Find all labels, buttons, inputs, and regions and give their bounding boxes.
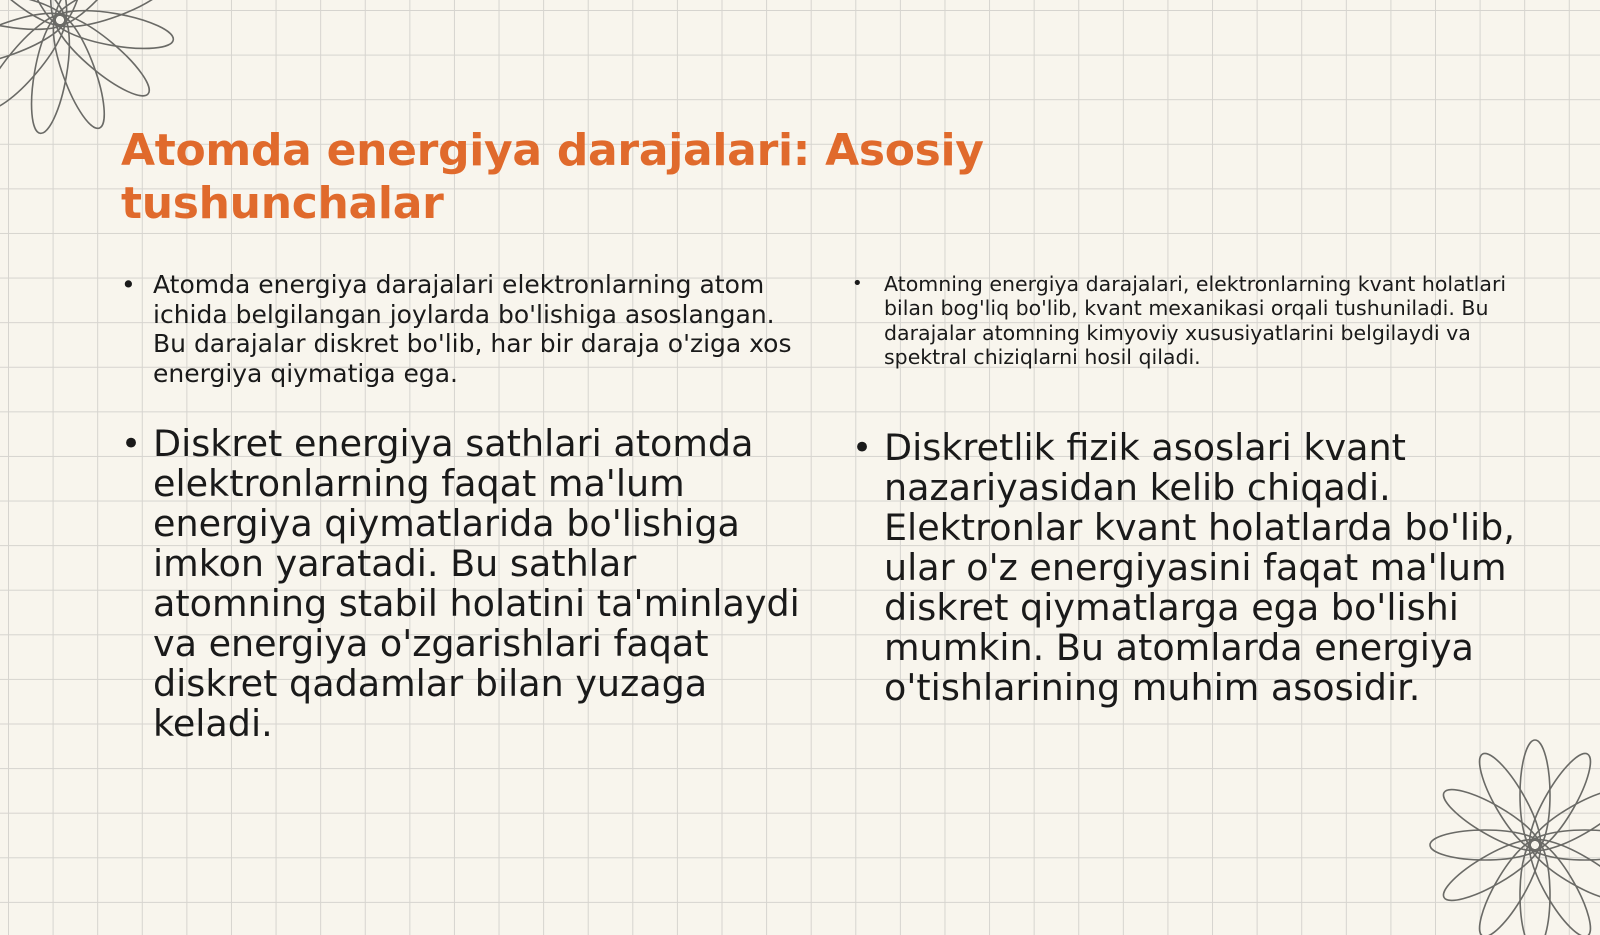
left-large-bullet <box>121 424 811 744</box>
bullet-point-icon: • <box>121 270 136 299</box>
right-bullet-list <box>852 272 1542 708</box>
right-small-bullet-text: Atomning energiya darajalari, elektronlarning kvant holatlari bilan bog'liq bo'lib, kvant mexanikasi orqali tushuniladi. Bu darajalar atomning kimyoviy xususiyatlarini belgilaydi va spektral chiziqlarni hosil qiladi. <box>884 272 1507 369</box>
left-small-bullet-text: Atomda energiya darajalari elektronlarning atom ichida belgilangan joylarda bo'lishiga asoslangan. Bu darajalar diskret bo'lib, har bir daraja o'ziga xos energiya qiymatiga ega. <box>153 270 792 388</box>
right-small-bullet <box>852 272 1542 412</box>
left-bullet-list <box>121 270 811 744</box>
right-large-bullet-text: Diskretlik fizik asoslari kvant nazariyasidan kelib chiqadi. Elektronlar kvant holatlarda bo'lib, ular o'z energiyasini faqat ma'lum diskret qiymatlarga ega bo'lishi mumkin. Bu atomlarda energiya o'tishlarining muhim asosidir. <box>884 426 1515 709</box>
loop-flower-decoration-bottom-right <box>1420 735 1600 935</box>
left-large-bullet-text: Diskret energiya sathlari atomda elektronlarning faqat ma'lum energiya qiymatlarida bo'lishiga imkon yaratadi. Bu sathlar atomning stabil holatini ta'minlaydi va energiya o'zgarishlari faqat diskret qadamlar bilan yuzaga keladi. <box>153 422 800 745</box>
left-column <box>121 270 811 744</box>
left-small-bullet <box>121 270 811 410</box>
right-column <box>852 270 1542 708</box>
bullet-point-icon: • <box>121 424 142 464</box>
right-large-bullet <box>852 428 1542 708</box>
bullet-point-icon: • <box>852 428 873 468</box>
bullet-point-icon: • <box>852 273 863 294</box>
slide-title: Atomda energiya darajalari: Asosiy tushunchalar <box>121 125 984 229</box>
